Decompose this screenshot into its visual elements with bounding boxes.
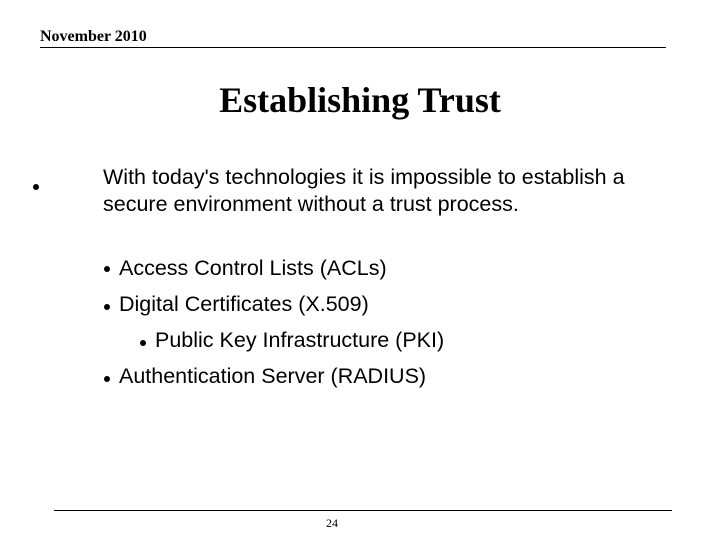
footer-divider [54,510,672,511]
slide-title: Establishing Trust [219,80,501,120]
bullet-dot-icon [140,340,146,346]
sub-bullet-text-certificates: Digital Certificates (X.509) [119,292,369,316]
bullet-dot-icon [33,184,39,190]
bullet-main-text: With today's technologies it is impossible to establish a secure environment without a trust process. [103,165,625,216]
bullet-dot-icon [104,266,110,272]
header-divider [40,47,666,48]
sub-bullet-text-radius: Authentication Server (RADIUS) [119,364,427,388]
header-date: November 2010 [40,28,147,45]
sub-bullet-text-acls: Access Control Lists (ACLs) [119,256,387,280]
bullet-dot-icon [104,304,110,310]
sub-sub-bullet-text-pki: Public Key Infrastructure (PKI) [155,328,445,352]
bullet-dot-icon [104,376,110,382]
page-number: 24 [326,516,338,530]
